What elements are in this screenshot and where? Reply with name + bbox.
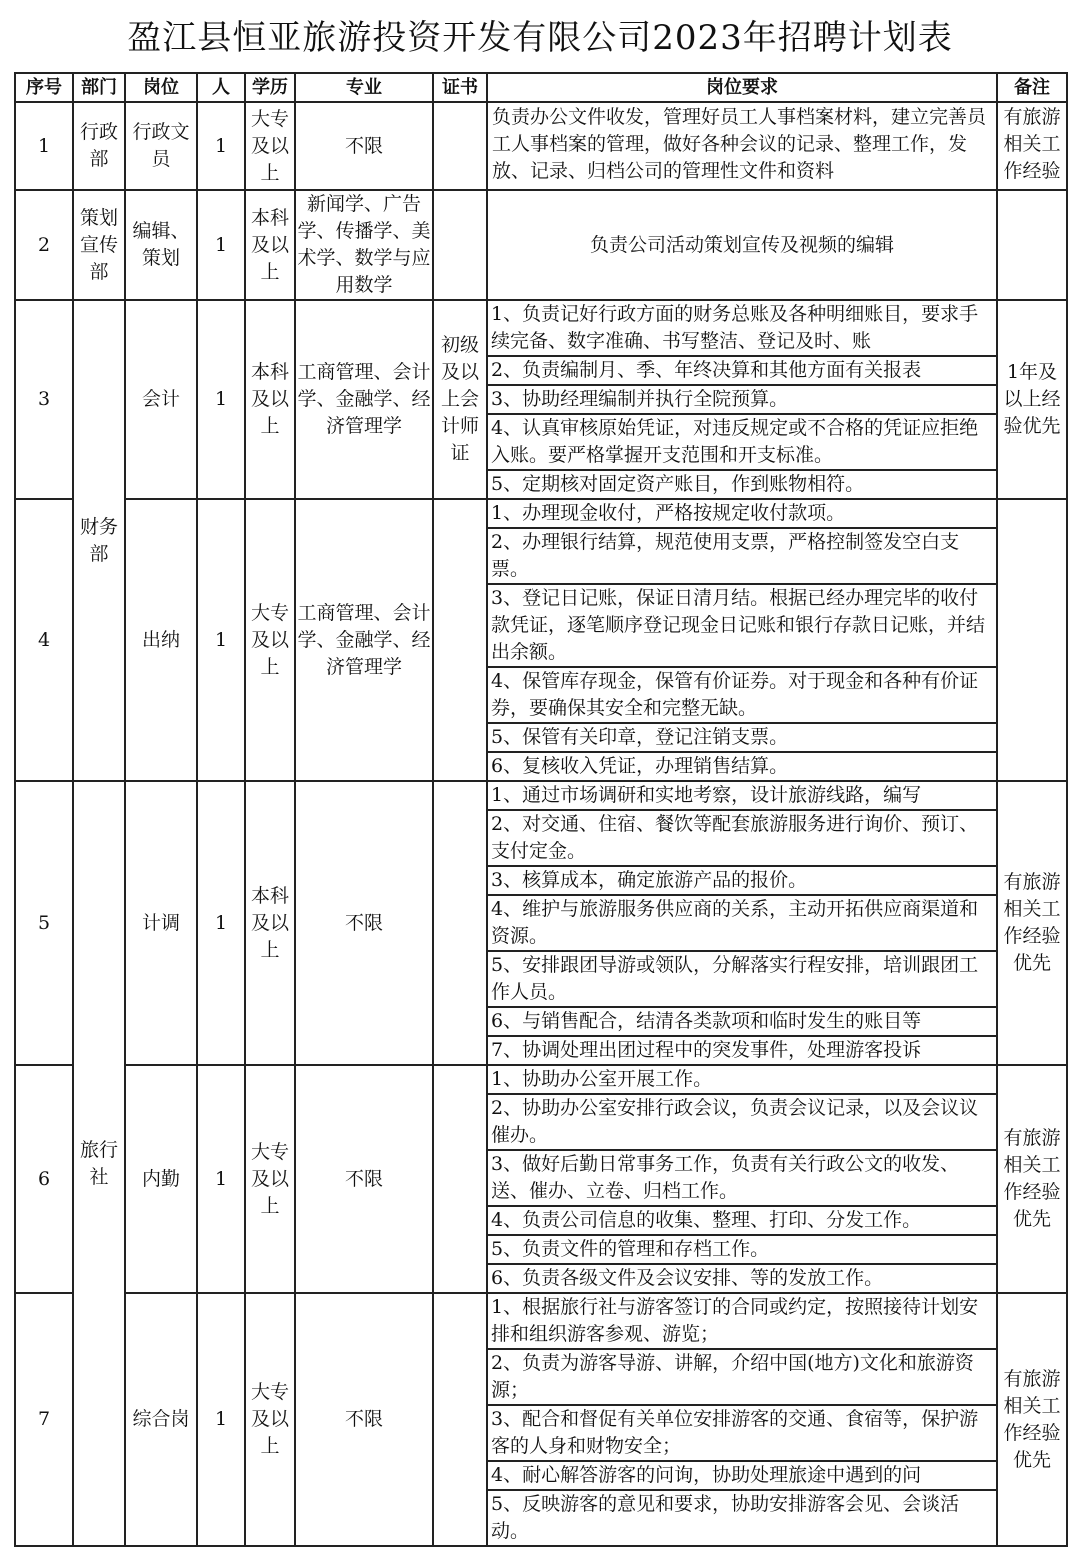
table-row (15, 300, 1067, 499)
requirement-item: 2、办理银行结算，规范使用支票，严格控制签发空白支票。 (488, 529, 996, 585)
row-edu: 大专及以上 (245, 499, 295, 781)
row-no: 1 (15, 102, 73, 190)
row-edu: 本科及以上 (245, 781, 295, 1065)
table-row (15, 102, 1067, 190)
row-cert: 初级及以上会计师证 (433, 300, 487, 499)
requirement-item: 1、根据旅行社与游客签订的合同或约定，按照接待计划安排和组织游客参观、游览； (488, 1294, 996, 1350)
row-no: 5 (15, 781, 73, 1065)
requirement-item: 3、登记日记账，保证日清月结。根据已经办理完毕的收付款凭证，逐笔顺序登记现金日记账和银行存款日记账，并结出余额。 (488, 585, 996, 668)
note-text: 有旅游相关工作经验 (1003, 106, 1061, 182)
requirement-item: 3、协助经理编制并执行全院预算。 (488, 386, 996, 415)
row-num: 1 (197, 300, 245, 499)
row-num: 1 (197, 499, 245, 781)
row-dept: 旅行社 (73, 781, 125, 1546)
row-post: 内勤 (125, 1065, 197, 1293)
row-num: 1 (197, 781, 245, 1065)
row-no: 2 (15, 190, 73, 300)
requirement-item: 1、通过市场调研和实地考察，设计旅游线路，编写 (488, 782, 996, 811)
table-row (15, 1293, 1067, 1546)
requirement-list (488, 1066, 996, 1292)
row-num: 1 (197, 102, 245, 190)
row-major: 不限 (295, 781, 433, 1065)
requirement-item: 4、负责公司信息的收集、整理、打印、分发工作。 (488, 1207, 996, 1236)
header-row (15, 73, 1067, 102)
row-no: 7 (15, 1293, 73, 1546)
requirement-item: 2、负责为游客导游、讲解，介绍中国(地方)文化和旅游资源； (488, 1350, 996, 1406)
header-no: 序号 (15, 73, 73, 102)
row-num: 1 (197, 1293, 245, 1546)
requirement-list (488, 782, 996, 1064)
row-major: 工商管理、会计学、金融学、经济管理学 (295, 499, 433, 781)
row-post: 计调 (125, 781, 197, 1065)
requirement-item: 6、复核收入凭证，办理销售结算。 (491, 755, 789, 777)
row-note: 有旅游相关工作经验优先 (997, 1065, 1067, 1293)
row-note: 有旅游相关工作经验优先 (997, 1293, 1067, 1546)
row-requirements (487, 1293, 997, 1546)
header-num: 人 (197, 73, 245, 102)
row-edu: 本科及以上 (245, 300, 295, 499)
requirement-item: 5、保管有关印章，登记注销支票。 (488, 724, 996, 753)
table-row (15, 781, 1067, 1065)
requirement-item: 4、维护与旅游服务供应商的关系，主动开拓供应商渠道和资源。 (488, 896, 996, 952)
requirement-item: 2、负责编制月、季、年终决算和其他方面有关报表 (488, 357, 996, 386)
row-requirements (487, 102, 997, 190)
row-no: 6 (15, 1065, 73, 1293)
row-no: 3 (15, 300, 73, 499)
header-cert: 证书 (433, 73, 487, 102)
requirement-list (488, 1294, 996, 1545)
row-num: 1 (197, 1065, 245, 1293)
requirement-item: 4、耐心解答游客的问询，协助处理旅途中遇到的问 (488, 1462, 996, 1491)
row-requirements (487, 300, 997, 499)
table-row (15, 1065, 1067, 1293)
row-post: 综合岗 (125, 1293, 197, 1546)
header-dept: 部门 (73, 73, 125, 102)
recruitment-table (14, 72, 1068, 1547)
requirement-item: 7、协调处理出团过程中的突发事件，处理游客投诉 (491, 1039, 922, 1061)
row-post: 会计 (125, 300, 197, 499)
row-cert (433, 190, 487, 300)
table-row (15, 499, 1067, 781)
page-title: 盈江县恒亚旅游投资开发有限公司2023年招聘计划表 (127, 18, 953, 58)
row-post: 行政文员 (125, 102, 197, 190)
row-requirements (487, 1065, 997, 1293)
requirement-item: 3、做好后勤日常事务工作，负责有关行政公文的收发、送、催办、立卷、归档工作。 (488, 1151, 996, 1207)
row-major: 工商管理、会计学、金融学、经济管理学 (295, 300, 433, 499)
requirement-item: 2、协助办公室安排行政会议，负责会议记录，以及会议议催办。 (488, 1095, 996, 1151)
row-requirements (487, 781, 997, 1065)
requirement-item: 1、办理现金收付，严格按规定收付款项。 (488, 500, 996, 529)
header-note: 备注 (997, 73, 1067, 102)
header-post: 岗位 (125, 73, 197, 102)
row-requirements (487, 499, 997, 781)
requirement-item: 6、负责各级文件及会议安排、等的发放工作。 (491, 1267, 884, 1289)
row-requirements: 负责公司活动策划宣传及视频的编辑 (487, 190, 997, 300)
row-edu: 大专及以上 (245, 102, 295, 190)
row-edu: 本科及以上 (245, 190, 295, 300)
requirement-item: 5、安排跟团导游或领队，分解落实行程安排，培训跟团工作人员。 (488, 952, 996, 1008)
row-major: 不限 (295, 1065, 433, 1293)
row-major: 不限 (295, 1293, 433, 1546)
row-cert (433, 499, 487, 781)
row-major: 新闻学、广告学、传播学、美术学、数学与应用数学 (295, 190, 433, 300)
row-note (997, 190, 1067, 300)
row-note: 有旅游相关工作经验优先 (997, 781, 1067, 1065)
requirement-item: 5、定期核对固定资产账目，作到账物相符。 (491, 473, 865, 495)
requirement-item: 5、反映游客的意见和要求，协助安排游客会见、会谈活动。 (491, 1493, 960, 1542)
row-cert (433, 1065, 487, 1293)
row-cert (433, 1293, 487, 1546)
requirement-text: 负责办公文件收发，管理好员工人事档案材料，建立完善员工人事档案的管理，做好各种会议的记录、整理工作，发放、记录、归档公司的管理性文件和资料 (492, 106, 987, 182)
row-note (997, 499, 1067, 781)
requirement-item: 3、核算成本，确定旅游产品的报价。 (488, 867, 996, 896)
requirement-item: 5、负责文件的管理和存档工作。 (488, 1236, 996, 1265)
requirement-item: 4、保管库存现金，保管有价证券。对于现金和各种有价证券，要确保其安全和完整无缺。 (488, 668, 996, 724)
row-edu: 大专及以上 (245, 1293, 295, 1546)
header-major: 专业 (295, 73, 433, 102)
row-edu: 大专及以上 (245, 1065, 295, 1293)
row-major: 不限 (295, 102, 433, 190)
header-req: 岗位要求 (487, 73, 997, 102)
row-post: 出纳 (125, 499, 197, 781)
requirement-item: 6、与销售配合，结清各类款项和临时发生的账目等 (488, 1008, 996, 1037)
requirement-item: 3、配合和督促有关单位安排游客的交通、食宿等，保护游客的人身和财物安全； (488, 1406, 996, 1462)
requirement-item: 1、协助办公室开展工作。 (488, 1066, 996, 1095)
requirement-item: 4、认真审核原始凭证，对违反规定或不合格的凭证应拒绝入账。要严格掌握开支范围和开支标准。 (488, 415, 996, 471)
row-note (997, 102, 1067, 190)
row-dept: 策划宣传部 (73, 190, 125, 300)
header-edu: 学历 (245, 73, 295, 102)
row-post: 编辑、策划 (125, 190, 197, 300)
table-row (15, 190, 1067, 300)
requirement-item: 2、对交通、住宿、餐饮等配套旅游服务进行询价、预订、支付定金。 (488, 811, 996, 867)
row-cert (433, 781, 487, 1065)
row-note: 1年及以上经验优先 (997, 300, 1067, 499)
requirement-list (488, 500, 996, 780)
row-dept: 行政部 (73, 102, 125, 190)
row-dept: 财务部 (73, 300, 125, 781)
requirement-list (488, 301, 996, 498)
requirement-item: 1、负责记好行政方面的财务总账及各种明细账目，要求手续完备、数字准确、书写整洁、登记及时、账 (488, 301, 996, 357)
row-no: 4 (15, 499, 73, 781)
row-cert (433, 102, 487, 190)
row-num: 1 (197, 190, 245, 300)
